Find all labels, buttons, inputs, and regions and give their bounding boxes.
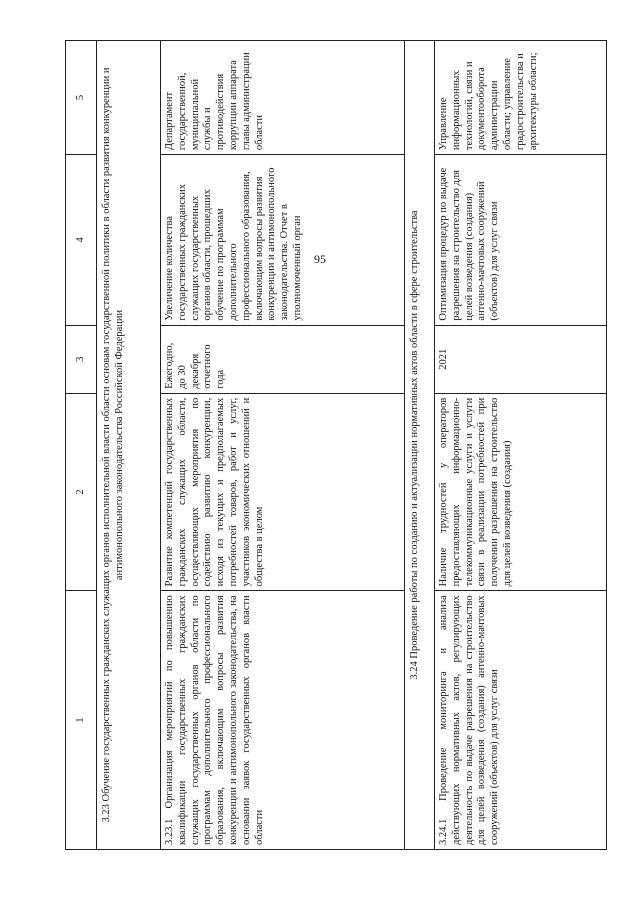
- cell-3-23-1-deadline: Ежегодно, до 30 декабря отчетного года: [161, 325, 405, 393]
- header-col-4: 4: [66, 155, 97, 326]
- cell-3-24-1-deadline: 2021: [435, 325, 607, 393]
- cell-3-24-1-measure: 3.24.1 Проведение мониторинга и анализа действующих нормативных актов, регулирующих деятельность по выдаче разрешения на строительство для целей возведения (создания) антенно-мачтовых сооружений (объектов) для услуг связи: [435, 591, 607, 850]
- measures-table: [65, 40, 607, 850]
- header-col-2: 2: [66, 393, 97, 591]
- section-title-3-24: 3.24 Проведение работы по созданию и актуализации нормативных актов области в сфере строительства: [405, 41, 435, 850]
- section-row-3-24: [405, 41, 435, 850]
- cell-3-23-1-measure: 3.23.1 Организация мероприятий по повышению квалификации государственных гражданских служащих государственных органов области по программам дополнительного профессионального образования, включающим вопросы развития конкуренции и антимонопольного законодательства, на основании заявок государственных органов власти области: [161, 591, 405, 850]
- header-col-5: 5: [66, 41, 97, 155]
- cell-3-24-1-problem: Наличие трудностей у операторов предоставляющих информационно-телекоммуникационные услуги и услуги связи в реализации потребностей при получении разрешения на строительство для целей возведения (создания): [435, 393, 607, 591]
- cell-3-23-1-result: Увеличение количества государственных гражданских служащих государственных органов области, прошедших обучение по программам дополнительного профессионального образования, включающим вопросы развития конкуренции и антимонопольного законодательства. Отчет в уполномоченный орган: [161, 155, 405, 326]
- page-number: 95: [314, 252, 326, 266]
- section-title-3-23: 3.23 Обучение государственных гражданских служащих органов исполнительной власти области основам государственной политики в области развития конкуренции и антимонопольного законодательства Российской Федерации: [97, 41, 161, 850]
- cell-3-24-1-result: Оптимизация процедур по выдаче разрешения на строительство для целей возведения (создания) антенно-мачтовых сооружений (объектов) для услуг связи: [435, 155, 607, 326]
- section-row-3-23: [97, 41, 161, 850]
- table-header-row: [66, 41, 97, 850]
- cell-3-23-1-problem: Развитие компетенций государственных гражданских служащих области, осуществляющих мероприятия по содействию развитию конкуренции, исходя из текущих и предполагаемых потребностей товаров, работ и услуг, участников экономических отношений и общества в целом: [161, 393, 405, 591]
- table-row-3-23-1: [161, 41, 405, 850]
- cell-3-24-1-responsible: Управление информационных технологий, связи и документооборота администрации области; управление градостроительства и архитектуры области;: [435, 41, 607, 155]
- cell-3-23-1-responsible: Департамент государственной, муниципальной службы и противодействия коррупции аппарата главы администрации области: [161, 41, 405, 155]
- table-row-3-24-1: [435, 41, 607, 850]
- header-col-3: 3: [66, 325, 97, 393]
- header-col-1: 1: [66, 591, 97, 850]
- rotated-table-page: [65, 40, 607, 850]
